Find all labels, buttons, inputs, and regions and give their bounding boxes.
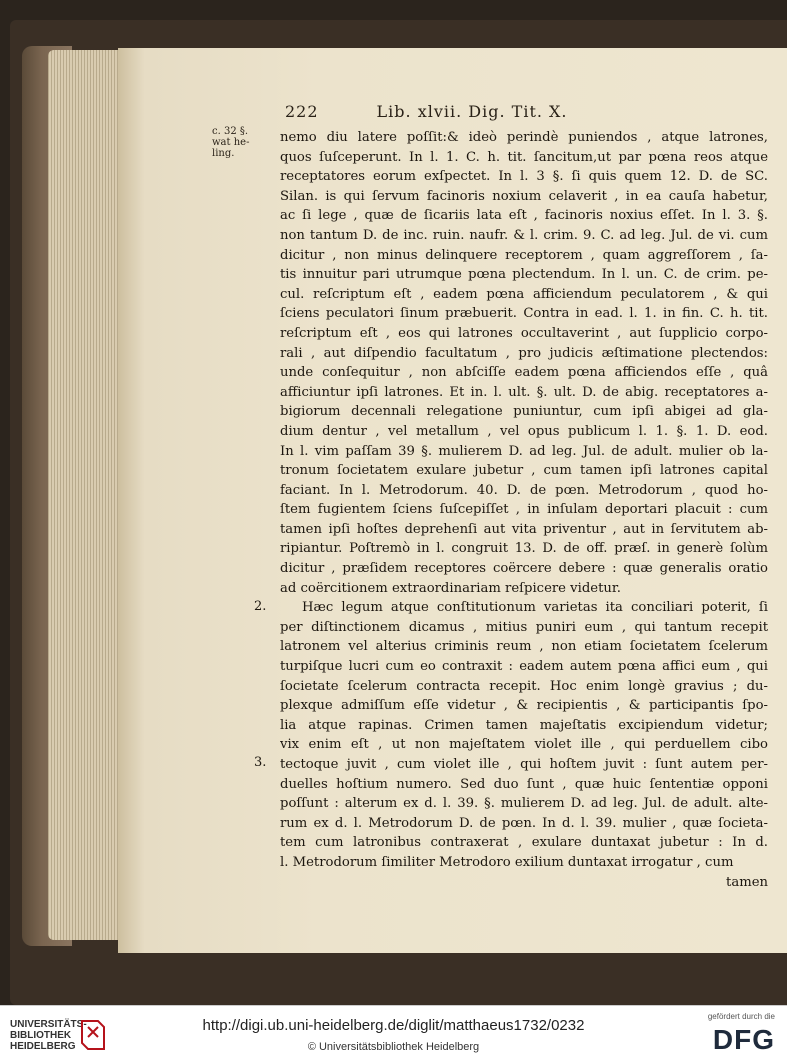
viewer-footer (0, 1005, 787, 1062)
text-line: latronem vel alterius criminis reum , non etiam ſocietatem ſcelerum (280, 639, 768, 655)
text-line: bigiorum decennali relegatione puniuntur, cum ipſi abigei ad gla- (280, 404, 768, 420)
text-line: dium dentur , vel metallum , vel opus publicum l. 1. §. 1. D. eod. (280, 423, 768, 439)
section-number: 3. (254, 755, 267, 770)
text-line: In l. vim paſſam 39 §. mulierem D. ad leg. Jul. de adult. mulier ob la- (280, 443, 768, 459)
text-line: ac ſi lege , quæ de ſicariis lata eſt , facinoris noxius eſſet. In l. 3. §. (280, 208, 768, 224)
funder-note: gefördert durch die (707, 1012, 775, 1021)
margin-note-line: ling. (212, 148, 235, 159)
text-line: tronum ſocietatem exulare jubetur , cum tamen ipſi latrones capital (280, 463, 768, 479)
text-line: dicitur , non minus delinquere receptorem , quam aggreſſorem , ſa- (280, 247, 768, 263)
text-line: tectoque juvit , cum violet ille , qui hoſtem juvit : ſunt autem per- (280, 757, 768, 772)
text-line: unde conſequitur , non abſciſſe eadem pœna afficiendos eſſe , quâ (280, 365, 768, 381)
body-text (280, 128, 768, 892)
text-line: poſſunt : alterum ex d. l. 39. §. mulierem D. ad leg. Jul. de adult. alte- (280, 796, 768, 812)
margin-note-line: c. 32 §. (212, 126, 249, 137)
text-line: plexque admiſſum eſſe videtur , & recipientis , & participantis ſpo- (280, 698, 768, 714)
copyright-notice: © Universitätsbibliothek Heidelberg (307, 1041, 480, 1053)
margin-note-line: wat he- (212, 137, 250, 148)
text-line: faciant. In l. Metrodorum. 40. D. de pœn. Metrodorum , quod ho- (280, 482, 768, 498)
text-line: reſcriptum eſt , eos qui latrones occultaverint , aut ſupplicio corpo- (280, 325, 768, 341)
text-line: receptatores eorum exſpectet. In l. 3 §. ſi quis quem 12. D. de SC. (280, 169, 768, 185)
text-line: per diſtinctionem dicamus , mitius puniri eum , qui tantum recepit (280, 619, 768, 635)
text-line: rum ex d. l. Metrodorum D. de pœn. In d. l. 39. mulier , quæ ſocieta- (280, 815, 768, 831)
text-line: ripiantur. Poſtremò in l. congruit 13. D. de off. præſ. in generè ſolùm (280, 541, 768, 557)
text-line: non tantum D. de inc. ruin. naufr. & l. crim. 9. C. ad leg. Jul. de vi. cum (280, 227, 768, 243)
text-line: nemo diu latere poſſit:& ideò perindè puniendos , atque latrones, (280, 130, 768, 145)
library-name-line: BIBLIOTHEK (10, 1030, 72, 1041)
library-name-line: HEIDELBERG (10, 1041, 76, 1052)
text-line: duelles hoſtium numero. Sed duo ſunt , quæ huic ſententiæ opponi (280, 776, 768, 792)
text-line: cul. reſcriptum eſt , eadem pœna afficiendum peculatorem , & qui (280, 286, 768, 302)
text-line: tis innuitur pari utrumque pœna plectendum. In l. un. C. de crim. pe- (280, 267, 768, 283)
text-line: Silan. is qui ſervum facinoris noxium celaverit , in ea cauſa habetur, (280, 188, 768, 204)
text-line: ſciens peculatori ſinum præbuerit. Contra in ead. l. 1. in fin. C. h. tit. (280, 306, 768, 322)
text-line: l. Metrodorum ſimiliter Metrodoro exilium duntaxat irrogatur , cum (280, 854, 734, 870)
text-line: Hæc legum atque conſtitutionum varietas ita conciliari poterit, ſi (302, 600, 768, 616)
text-line: tamen ipſi hoſtes deprehenſi aut vita priventur , aut in ſervitutem ab- (280, 521, 768, 537)
dfg-logo[interactable]: DFG (712, 1024, 775, 1055)
section-number: 2. (254, 599, 267, 614)
page-number: 222 (285, 102, 319, 121)
text-line: ſocietate ſcelerum contracta recepit. Hoc enim longè gravius ; du- (280, 678, 768, 694)
library-name-line: UNIVERSITÄTS- (10, 1019, 87, 1030)
text-line: dicitur , præſidem receptores coërcere debere : quæ generalis oratio (280, 561, 768, 577)
page-url-link[interactable]: http://digi.ub.uni-heidelberg.de/diglit/matthaeus1732/0232 (202, 1017, 585, 1034)
margin-note (212, 126, 272, 159)
text-line: tem cum latronibus contraxerat , exulare duntaxat jubetur : In d. (280, 835, 768, 851)
text-line: turpiſque lucri cum eo contraxit : eadem autem pœna affici eum , qui (280, 659, 768, 675)
text-line: afficiuntur ipſi latrones. Et in. l. ult. §. ult. D. de abig. receptatores a- (280, 384, 768, 400)
text-line: vix enim eſt , ut non majeſtatem violet ille , qui perduellem cibo (280, 737, 768, 753)
running-header (285, 102, 755, 124)
text-line: ſtem fugientem ſciens ſuſcepiſſet , in inſulam deportari placuit : cum (280, 502, 768, 518)
running-title: Lib. xlvii. Dig. Tit. X. (376, 102, 568, 121)
text-line: lia atque rapinas. Crimen tamen majeſtatis excipiendum videtur; (280, 717, 768, 733)
text-line: quos ſuſceperunt. In l. 1. C. h. tit. ſancitum,ut par pœna reos atque (280, 149, 768, 165)
catchword: tamen (726, 874, 768, 890)
text-line: ad coërcitionem extraordinariam reſpicere videtur. (280, 580, 621, 596)
text-line: rali , aut diſpendio facultatum , pro judicis æſtimatione plectendos: (280, 345, 768, 361)
